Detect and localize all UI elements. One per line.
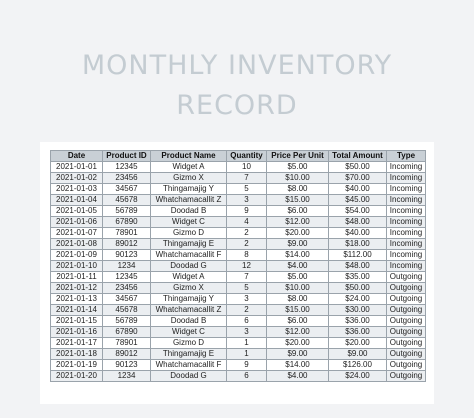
table-row	[51, 283, 426, 294]
total-amount-cell: $40.00	[329, 228, 387, 239]
table-body	[51, 162, 426, 382]
price-per-unit-cell: $5.00	[267, 162, 329, 173]
product-id-cell: 90123	[103, 250, 151, 261]
total-amount-cell: $20.00	[329, 338, 387, 349]
date-cell: 2021-01-12	[51, 283, 103, 294]
product-name-cell: Widget C	[151, 217, 227, 228]
total-amount-cell: $30.00	[329, 305, 387, 316]
column-header-product-name: Product Name	[151, 151, 227, 162]
product-id-cell: 34567	[103, 184, 151, 195]
product-id-cell: 90123	[103, 360, 151, 371]
quantity-cell: 3	[227, 294, 267, 305]
page-title-line2: RECORD	[176, 90, 298, 121]
date-cell: 2021-01-10	[51, 261, 103, 272]
product-id-cell: 45678	[103, 305, 151, 316]
total-amount-cell: $70.00	[329, 173, 387, 184]
price-per-unit-cell: $9.00	[267, 239, 329, 250]
product-name-cell: Whatchamacallit Z	[151, 305, 227, 316]
product-name-cell: Widget A	[151, 272, 227, 283]
product-name-cell: Widget A	[151, 162, 227, 173]
quantity-cell: 4	[227, 217, 267, 228]
quantity-cell: 9	[227, 206, 267, 217]
quantity-cell: 5	[227, 184, 267, 195]
type-cell: Incoming	[387, 173, 426, 184]
table-row	[51, 250, 426, 261]
table-row	[51, 349, 426, 360]
product-name-cell: Gizmo D	[151, 228, 227, 239]
date-cell: 2021-01-01	[51, 162, 103, 173]
quantity-cell: 2	[227, 239, 267, 250]
total-amount-cell: $24.00	[329, 294, 387, 305]
quantity-cell: 6	[227, 316, 267, 327]
price-per-unit-cell: $14.00	[267, 360, 329, 371]
type-cell: Incoming	[387, 250, 426, 261]
column-header-product-id: Product ID	[103, 151, 151, 162]
total-amount-cell: $36.00	[329, 327, 387, 338]
column-header-price-per-unit: Price Per Unit	[267, 151, 329, 162]
price-per-unit-cell: $6.00	[267, 316, 329, 327]
price-per-unit-cell: $4.00	[267, 371, 329, 382]
product-id-cell: 12345	[103, 272, 151, 283]
total-amount-cell: $126.00	[329, 360, 387, 371]
product-name-cell: Doodad B	[151, 316, 227, 327]
table-row	[51, 305, 426, 316]
product-id-cell: 23456	[103, 283, 151, 294]
column-header-quantity: Quantity	[227, 151, 267, 162]
table-row	[51, 184, 426, 195]
price-per-unit-cell: $10.00	[267, 173, 329, 184]
type-cell: Outgoing	[387, 305, 426, 316]
type-cell: Outgoing	[387, 360, 426, 371]
total-amount-cell: $36.00	[329, 316, 387, 327]
type-cell: Outgoing	[387, 272, 426, 283]
total-amount-cell: $48.00	[329, 217, 387, 228]
table-row	[51, 261, 426, 272]
table-row	[51, 327, 426, 338]
price-per-unit-cell: $12.00	[267, 327, 329, 338]
price-per-unit-cell: $6.00	[267, 206, 329, 217]
column-header-type: Type	[387, 151, 426, 162]
total-amount-cell: $24.00	[329, 371, 387, 382]
quantity-cell: 6	[227, 371, 267, 382]
product-name-cell: Whatchamacallit F	[151, 250, 227, 261]
total-amount-cell: $48.00	[329, 261, 387, 272]
page-title-line1: MONTHLY INVENTORY	[81, 50, 393, 81]
type-cell: Incoming	[387, 261, 426, 272]
product-name-cell: Gizmo X	[151, 283, 227, 294]
total-amount-cell: $35.00	[329, 272, 387, 283]
total-amount-cell: $18.00	[329, 239, 387, 250]
price-per-unit-cell: $5.00	[267, 272, 329, 283]
date-cell: 2021-01-11	[51, 272, 103, 283]
date-cell: 2021-01-05	[51, 206, 103, 217]
price-per-unit-cell: $20.00	[267, 338, 329, 349]
column-header-date: Date	[51, 151, 103, 162]
product-id-cell: 89012	[103, 239, 151, 250]
quantity-cell: 5	[227, 283, 267, 294]
quantity-cell: 3	[227, 195, 267, 206]
total-amount-cell: $45.00	[329, 195, 387, 206]
product-id-cell: 23456	[103, 173, 151, 184]
date-cell: 2021-01-18	[51, 349, 103, 360]
price-per-unit-cell: $12.00	[267, 217, 329, 228]
type-cell: Incoming	[387, 195, 426, 206]
product-id-cell: 12345	[103, 162, 151, 173]
product-id-cell: 1234	[103, 261, 151, 272]
product-id-cell: 34567	[103, 294, 151, 305]
quantity-cell: 8	[227, 250, 267, 261]
price-per-unit-cell: $8.00	[267, 294, 329, 305]
quantity-cell: 2	[227, 305, 267, 316]
price-per-unit-cell: $14.00	[267, 250, 329, 261]
quantity-cell: 12	[227, 261, 267, 272]
date-cell: 2021-01-14	[51, 305, 103, 316]
product-id-cell: 56789	[103, 206, 151, 217]
product-name-cell: Whatchamacallit F	[151, 360, 227, 371]
product-id-cell: 45678	[103, 195, 151, 206]
price-per-unit-cell: $15.00	[267, 305, 329, 316]
quantity-cell: 7	[227, 272, 267, 283]
product-name-cell: Gizmo D	[151, 338, 227, 349]
price-per-unit-cell: $20.00	[267, 228, 329, 239]
type-cell: Outgoing	[387, 316, 426, 327]
table-row	[51, 294, 426, 305]
type-cell: Outgoing	[387, 371, 426, 382]
table-row	[51, 272, 426, 283]
product-id-cell: 67890	[103, 327, 151, 338]
total-amount-cell: $50.00	[329, 162, 387, 173]
quantity-cell: 9	[227, 360, 267, 371]
total-amount-cell: $9.00	[329, 349, 387, 360]
price-per-unit-cell: $4.00	[267, 261, 329, 272]
price-per-unit-cell: $8.00	[267, 184, 329, 195]
table-row	[51, 338, 426, 349]
date-cell: 2021-01-16	[51, 327, 103, 338]
total-amount-cell: $40.00	[329, 184, 387, 195]
product-id-cell: 89012	[103, 349, 151, 360]
date-cell: 2021-01-09	[51, 250, 103, 261]
product-id-cell: 78901	[103, 338, 151, 349]
table-row	[51, 239, 426, 250]
date-cell: 2021-01-19	[51, 360, 103, 371]
date-cell: 2021-01-08	[51, 239, 103, 250]
product-id-cell: 78901	[103, 228, 151, 239]
type-cell: Incoming	[387, 184, 426, 195]
date-cell: 2021-01-15	[51, 316, 103, 327]
quantity-cell: 10	[227, 162, 267, 173]
table-row	[51, 206, 426, 217]
product-name-cell: Whatchamacallit Z	[151, 195, 227, 206]
table-row	[51, 316, 426, 327]
product-id-cell: 67890	[103, 217, 151, 228]
product-name-cell: Doodad G	[151, 371, 227, 382]
price-per-unit-cell: $15.00	[267, 195, 329, 206]
type-cell: Incoming	[387, 239, 426, 250]
type-cell: Incoming	[387, 162, 426, 173]
table-row	[51, 162, 426, 173]
total-amount-cell: $112.00	[329, 250, 387, 261]
product-id-cell: 1234	[103, 371, 151, 382]
quantity-cell: 2	[227, 228, 267, 239]
price-per-unit-cell: $10.00	[267, 283, 329, 294]
date-cell: 2021-01-13	[51, 294, 103, 305]
product-id-cell: 56789	[103, 316, 151, 327]
table-row	[51, 217, 426, 228]
date-cell: 2021-01-20	[51, 371, 103, 382]
quantity-cell: 1	[227, 349, 267, 360]
product-name-cell: Gizmo X	[151, 173, 227, 184]
date-cell: 2021-01-17	[51, 338, 103, 349]
total-amount-cell: $54.00	[329, 206, 387, 217]
table-row	[51, 360, 426, 371]
product-name-cell: Thingamajig E	[151, 349, 227, 360]
inventory-sheet	[40, 142, 434, 404]
product-name-cell: Thingamajig Y	[151, 294, 227, 305]
type-cell: Incoming	[387, 228, 426, 239]
quantity-cell: 7	[227, 173, 267, 184]
table-row	[51, 195, 426, 206]
type-cell: Incoming	[387, 217, 426, 228]
quantity-cell: 1	[227, 338, 267, 349]
date-cell: 2021-01-03	[51, 184, 103, 195]
quantity-cell: 3	[227, 327, 267, 338]
type-cell: Outgoing	[387, 294, 426, 305]
type-cell: Outgoing	[387, 283, 426, 294]
total-amount-cell: $50.00	[329, 283, 387, 294]
type-cell: Outgoing	[387, 349, 426, 360]
product-name-cell: Thingamajig Y	[151, 184, 227, 195]
table-row	[51, 228, 426, 239]
product-name-cell: Doodad B	[151, 206, 227, 217]
table-header-row	[51, 151, 426, 162]
type-cell: Outgoing	[387, 338, 426, 349]
inventory-table	[50, 150, 426, 382]
product-name-cell: Thingamajig E	[151, 239, 227, 250]
product-name-cell: Doodad G	[151, 261, 227, 272]
column-header-total-amount: Total Amount	[329, 151, 387, 162]
product-name-cell: Widget C	[151, 327, 227, 338]
date-cell: 2021-01-02	[51, 173, 103, 184]
table-row	[51, 371, 426, 382]
price-per-unit-cell: $9.00	[267, 349, 329, 360]
date-cell: 2021-01-04	[51, 195, 103, 206]
type-cell: Incoming	[387, 206, 426, 217]
table-row	[51, 173, 426, 184]
date-cell: 2021-01-07	[51, 228, 103, 239]
type-cell: Outgoing	[387, 327, 426, 338]
date-cell: 2021-01-06	[51, 217, 103, 228]
